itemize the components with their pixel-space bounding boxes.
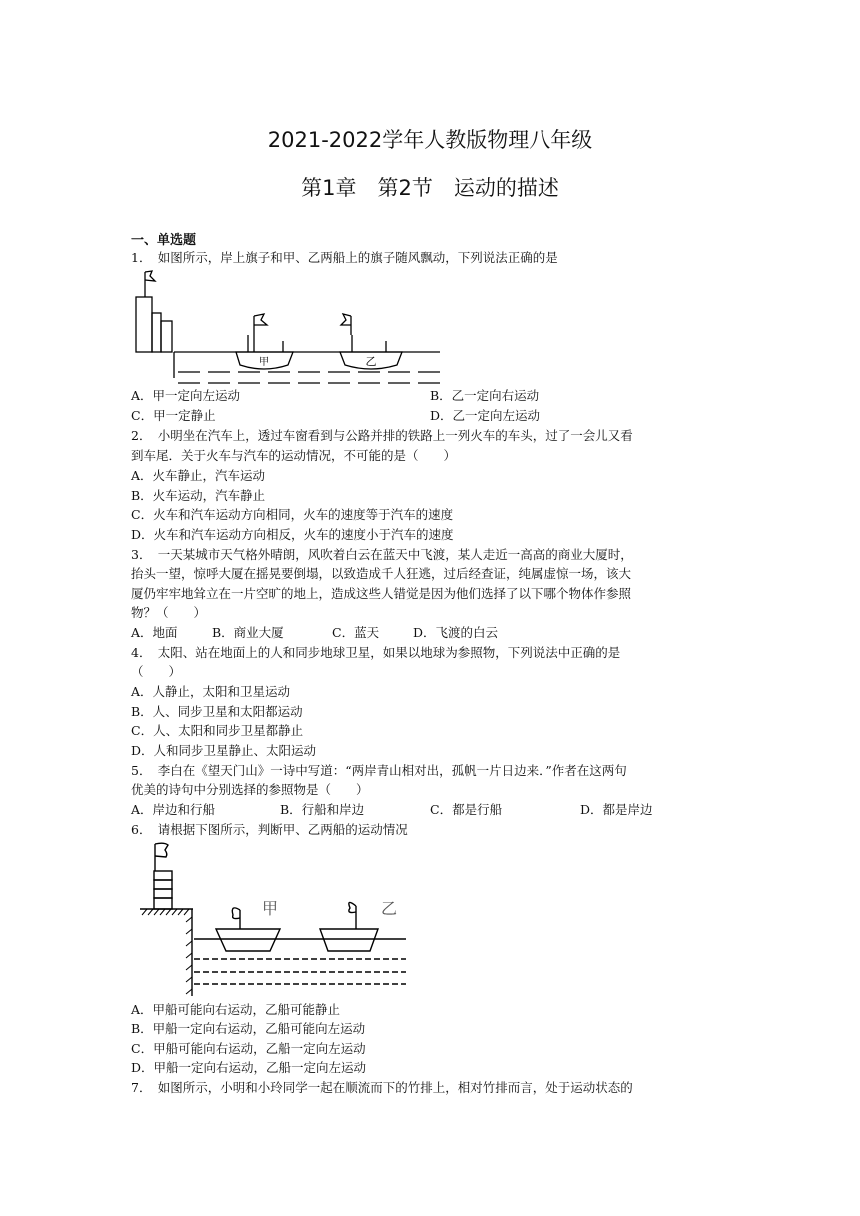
q3-option-d[interactable]: D．飞渡的白云 xyxy=(413,625,499,640)
q4-option-d[interactable]: D．人和同步卫星静止、太阳运动 xyxy=(131,743,317,758)
q4-option-b[interactable]: B．人、同步卫星和太阳都运动 xyxy=(131,704,303,719)
question-7-stem: 7． 如图所示，小明和小玲同学一起在顺流而下的竹排上，相对竹排而言，处于运动状态的 xyxy=(131,1080,633,1095)
q1-option-c[interactable]: C．甲一定静止 xyxy=(131,408,216,423)
q3-option-a[interactable]: A．地面 xyxy=(131,625,178,640)
q2-option-d[interactable]: D．火车和汽车运动方向相反，火车的速度小于汽车的速度 xyxy=(131,527,454,542)
q2-option-c[interactable]: C．火车和汽车运动方向相同，火车的速度等于汽车的速度 xyxy=(131,507,454,522)
chapter-title: 第1章 第2节 运动的描述 xyxy=(301,176,559,200)
question-2-stem-line-1: 2． 小明坐在汽车上，透过车窗看到与公路并排的铁路上一列火车的车头，过了一会儿又看 xyxy=(131,428,633,443)
boat-a-label: 甲 xyxy=(259,357,269,368)
question-3-stem-line-4: 物？（ ） xyxy=(131,605,207,620)
question-2-stem-line-2: 到车尾．关于火车与汽车的运动情况，不可能的是（ ） xyxy=(131,448,457,463)
q6-option-b[interactable]: B．甲船一定向右运动，乙船可能向左运动 xyxy=(131,1021,366,1036)
q1-option-a[interactable]: A．甲一定向左运动 xyxy=(131,388,241,403)
boat-b-label: 乙 xyxy=(365,355,377,368)
q6-option-c[interactable]: C．甲船可能向右运动，乙船一定向左运动 xyxy=(131,1041,366,1056)
question-4-stem-line-2: （ ） xyxy=(131,664,182,679)
q5-option-a[interactable]: A．岸边和行船 xyxy=(131,802,216,817)
q6-option-a[interactable]: A．甲船可能向右运动，乙船可能静止 xyxy=(131,1002,341,1017)
question-6-stem: 6． 请根据下图所示，判断甲、乙两船的运动情况 xyxy=(131,822,408,837)
q5-option-c[interactable]: C．都是行船 xyxy=(430,802,503,817)
q4-option-a[interactable]: A．人静止，太阳和卫星运动 xyxy=(131,684,291,699)
question-3-stem-line-1: 3． 一天某城市天气格外晴朗，风吹着白云在蓝天中飞渡，某人走近一高高的商业大厦时， xyxy=(131,547,633,562)
boat-b-label: 乙 xyxy=(381,899,398,918)
q1-option-b[interactable]: B．乙一定向右运动 xyxy=(430,388,540,403)
q3-option-b[interactable]: B．商业大厦 xyxy=(212,625,284,640)
question-1-stem: 1． 如图所示，岸上旗子和甲、乙两船上的旗子随风飘动，下列说法正确的是 xyxy=(131,250,558,265)
question-3-stem-line-3: 厦仍牢牢地耸立在一片空旷的地上，造成这些人错觉是因为他们选择了以下哪个物体作参照 xyxy=(131,586,632,601)
boat-a-label: 甲 xyxy=(262,899,279,918)
question-6-figure xyxy=(138,838,408,998)
question-3-stem-line-2: 抬头一望，惊呼大厦在摇晃要倒塌，以致造成千人狂逃，过后经查证，纯属虚惊一场，该大 xyxy=(131,566,632,581)
section-heading: 一、单选题 xyxy=(131,233,197,248)
question-5-stem-line-1: 5． 李白在《望天门山》一诗中写道：“两岸青山相对出，孤帆一片日边来．”作者在这两句 xyxy=(131,763,627,778)
question-5-stem-line-2: 优美的诗句中分别选择的参照物是（ ） xyxy=(131,782,369,797)
q1-option-d[interactable]: D．乙一定向左运动 xyxy=(430,408,541,423)
document-title: 2021-2022学年人教版物理八年级 xyxy=(267,128,593,152)
q3-option-c[interactable]: C．蓝天 xyxy=(332,625,380,640)
q5-option-b[interactable]: B．行船和岸边 xyxy=(280,802,365,817)
q6-option-d[interactable]: D．甲船一定向右运动，乙船一定向左运动 xyxy=(131,1060,367,1075)
question-4-stem-line-1: 4． 太阳、站在地面上的人和同步地球卫星，如果以地球为参照物，下列说法中正确的是 xyxy=(131,645,621,660)
q2-option-b[interactable]: B．火车运动，汽车静止 xyxy=(131,488,266,503)
q5-option-d[interactable]: D．都是岸边 xyxy=(580,802,653,817)
question-1-figure xyxy=(128,268,443,388)
q2-option-a[interactable]: A．火车静止，汽车运动 xyxy=(131,468,266,483)
q4-option-c[interactable]: C．人、太阳和同步卫星都静止 xyxy=(131,723,304,738)
